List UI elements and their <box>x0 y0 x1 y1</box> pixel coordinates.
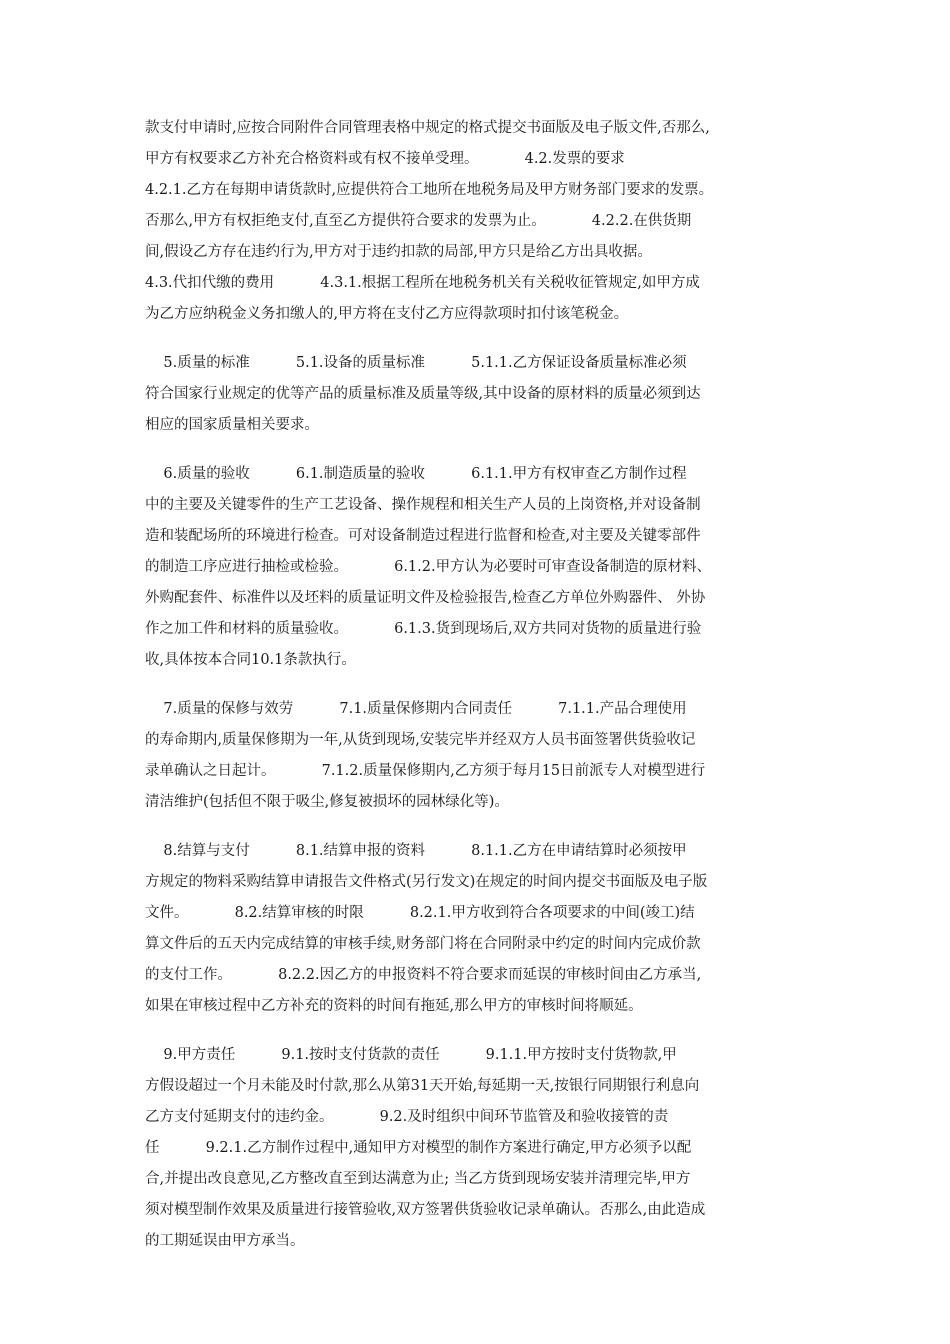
paragraph-settlement-payment <box>145 836 845 1022</box>
text-line: 款支付申请时,应按合同附件合同管理表格中规定的格式提交书面版及电子版文件,否那么, <box>145 120 710 136</box>
text-line: 造和装配场所的环境进行检查。可对设备制造过程进行监督和检查,对主要及关键零部件 <box>145 528 701 544</box>
text-line: 符合国家行业规定的优等产品的质量标准及质量等级,其中设备的原材料的质量必须到达 <box>145 386 701 402</box>
text-line: 的支付工作。 8.2.2.因乙方的申报资料不符合要求而延误的审核时间由乙方承当, <box>145 967 702 983</box>
text-line: 须对模型制作效果及质量进行接管验收,双方签署供货验收记录单确认。否那么,由此造成 <box>145 1202 706 1218</box>
text-line: 5.质量的标准 5.1.设备的质量标准 5.1.1.乙方保证设备质量标准必须 <box>145 355 687 371</box>
text-line: 乙方支付延期支付的违约金。 9.2.及时组织中间环节监管及和验收接管的责 <box>145 1109 669 1125</box>
text-line: 作之加工件和材料的质量验收。 6.1.3.货到现场后,双方共同对货物的质量进行验 <box>145 621 702 637</box>
text-line: 方假设超过一个月未能及时付款,那么从第31天开始,每延期一天,按银行同期银行利息向 <box>145 1078 700 1094</box>
paragraph-quality-acceptance <box>145 459 845 676</box>
text-line: 如果在审核过程中乙方补充的资料的时间有拖延,那么甲方的审核时间将顺延。 <box>145 998 643 1014</box>
text-line: 的制造工序应进行抽检或检验。 6.1.2.甲方认为必要时可审查设备制造的原材料、 <box>145 559 712 575</box>
text-line: 收,具体按本合同10.1条款执行。 <box>145 652 356 668</box>
text-line: 9.甲方责任 9.1.按时支付货款的责任 9.1.1.甲方按时支付货物款,甲 <box>145 1047 677 1063</box>
paragraph-warranty-service <box>145 694 845 818</box>
text-line: 7.质量的保修与效劳 7.1.质量保修期内合同责任 7.1.1.产品合理使用 <box>145 701 687 717</box>
text-line: 相应的国家质量相关要求。 <box>145 417 319 433</box>
text-line: 方规定的物料采购结算申请报告文件格式(另行发文)在规定的时间内提交书面版及电子版 <box>145 874 708 890</box>
text-line: 4.2.1.乙方在每期申请货款时,应提供符合工地所在地税务局及甲方财务部门要求的发票。 <box>145 182 714 198</box>
text-line: 的工期延误由甲方承当。 <box>145 1233 305 1249</box>
text-line: 算文件后的五天内完成结算的审核手续,财务部门将在合同附录中约定的时间内完成价款 <box>145 936 701 952</box>
text-line: 录单确认之日起计。 7.1.2.质量保修期内,乙方须于每月15日前派专人对模型进行 <box>145 763 706 779</box>
text-line: 6.质量的验收 6.1.制造质量的验收 6.1.1.甲方有权审查乙方制作过程 <box>145 466 687 482</box>
text-line: 合,并提出改良意见,乙方整改直至到达满意为止; 当乙方货到现场安装并清理完毕,甲方 <box>145 1171 691 1187</box>
paragraph-quality-standard <box>145 348 845 441</box>
text-line: 文件。 8.2.结算审核的时限 8.2.1.甲方收到符合各项要求的中间(竣工)结 <box>145 905 695 921</box>
text-line: 否那么,甲方有权拒绝支付,直至乙方提供符合要求的发票为止。 4.2.2.在供货期 <box>145 213 692 229</box>
text-line: 的寿命期内,质量保修期为一年,从货到现场,安装完毕并经双方人员书面签署供货验收记 <box>145 732 696 748</box>
text-line: 为乙方应纳税金义务扣缴人的,甲方将在支付乙方应得款项时扣付该笔税金。 <box>145 306 629 322</box>
text-line: 间,假设乙方存在违约行为,甲方对于违约扣款的局部,甲方只是给乙方出具收据。 <box>145 244 652 260</box>
text-line: 中的主要及关键零件的生产工艺设备、操作规程和相关生产人员的上岗资格,并对设备制 <box>145 497 701 513</box>
paragraph-invoice-requirements <box>145 113 845 330</box>
text-line: 清洁维护(包括但不限于吸尘,修复被损坏的园林绿化等)。 <box>145 794 509 810</box>
text-line: 甲方有权要求乙方补充合格资料或有权不接单受理。 4.2.发票的要求 <box>145 151 625 167</box>
paragraph-party-a-responsibility <box>145 1040 845 1257</box>
text-line: 8.结算与支付 8.1.结算申报的资料 8.1.1.乙方在申请结算时必须按甲 <box>145 843 687 859</box>
text-line: 4.3.代扣代缴的费用 4.3.1.根据工程所在地税务机关有关税收征管规定,如甲方成 <box>145 275 700 291</box>
contract-body <box>145 113 845 1275</box>
text-line: 外购配套件、标准件以及坯料的质量证明文件及检验报告,检查乙方单位外购器件、 外协 <box>145 590 706 606</box>
text-line: 任 9.2.1.乙方制作过程中,通知甲方对模型的制作方案进行确定,甲方必须予以配 <box>145 1140 692 1156</box>
